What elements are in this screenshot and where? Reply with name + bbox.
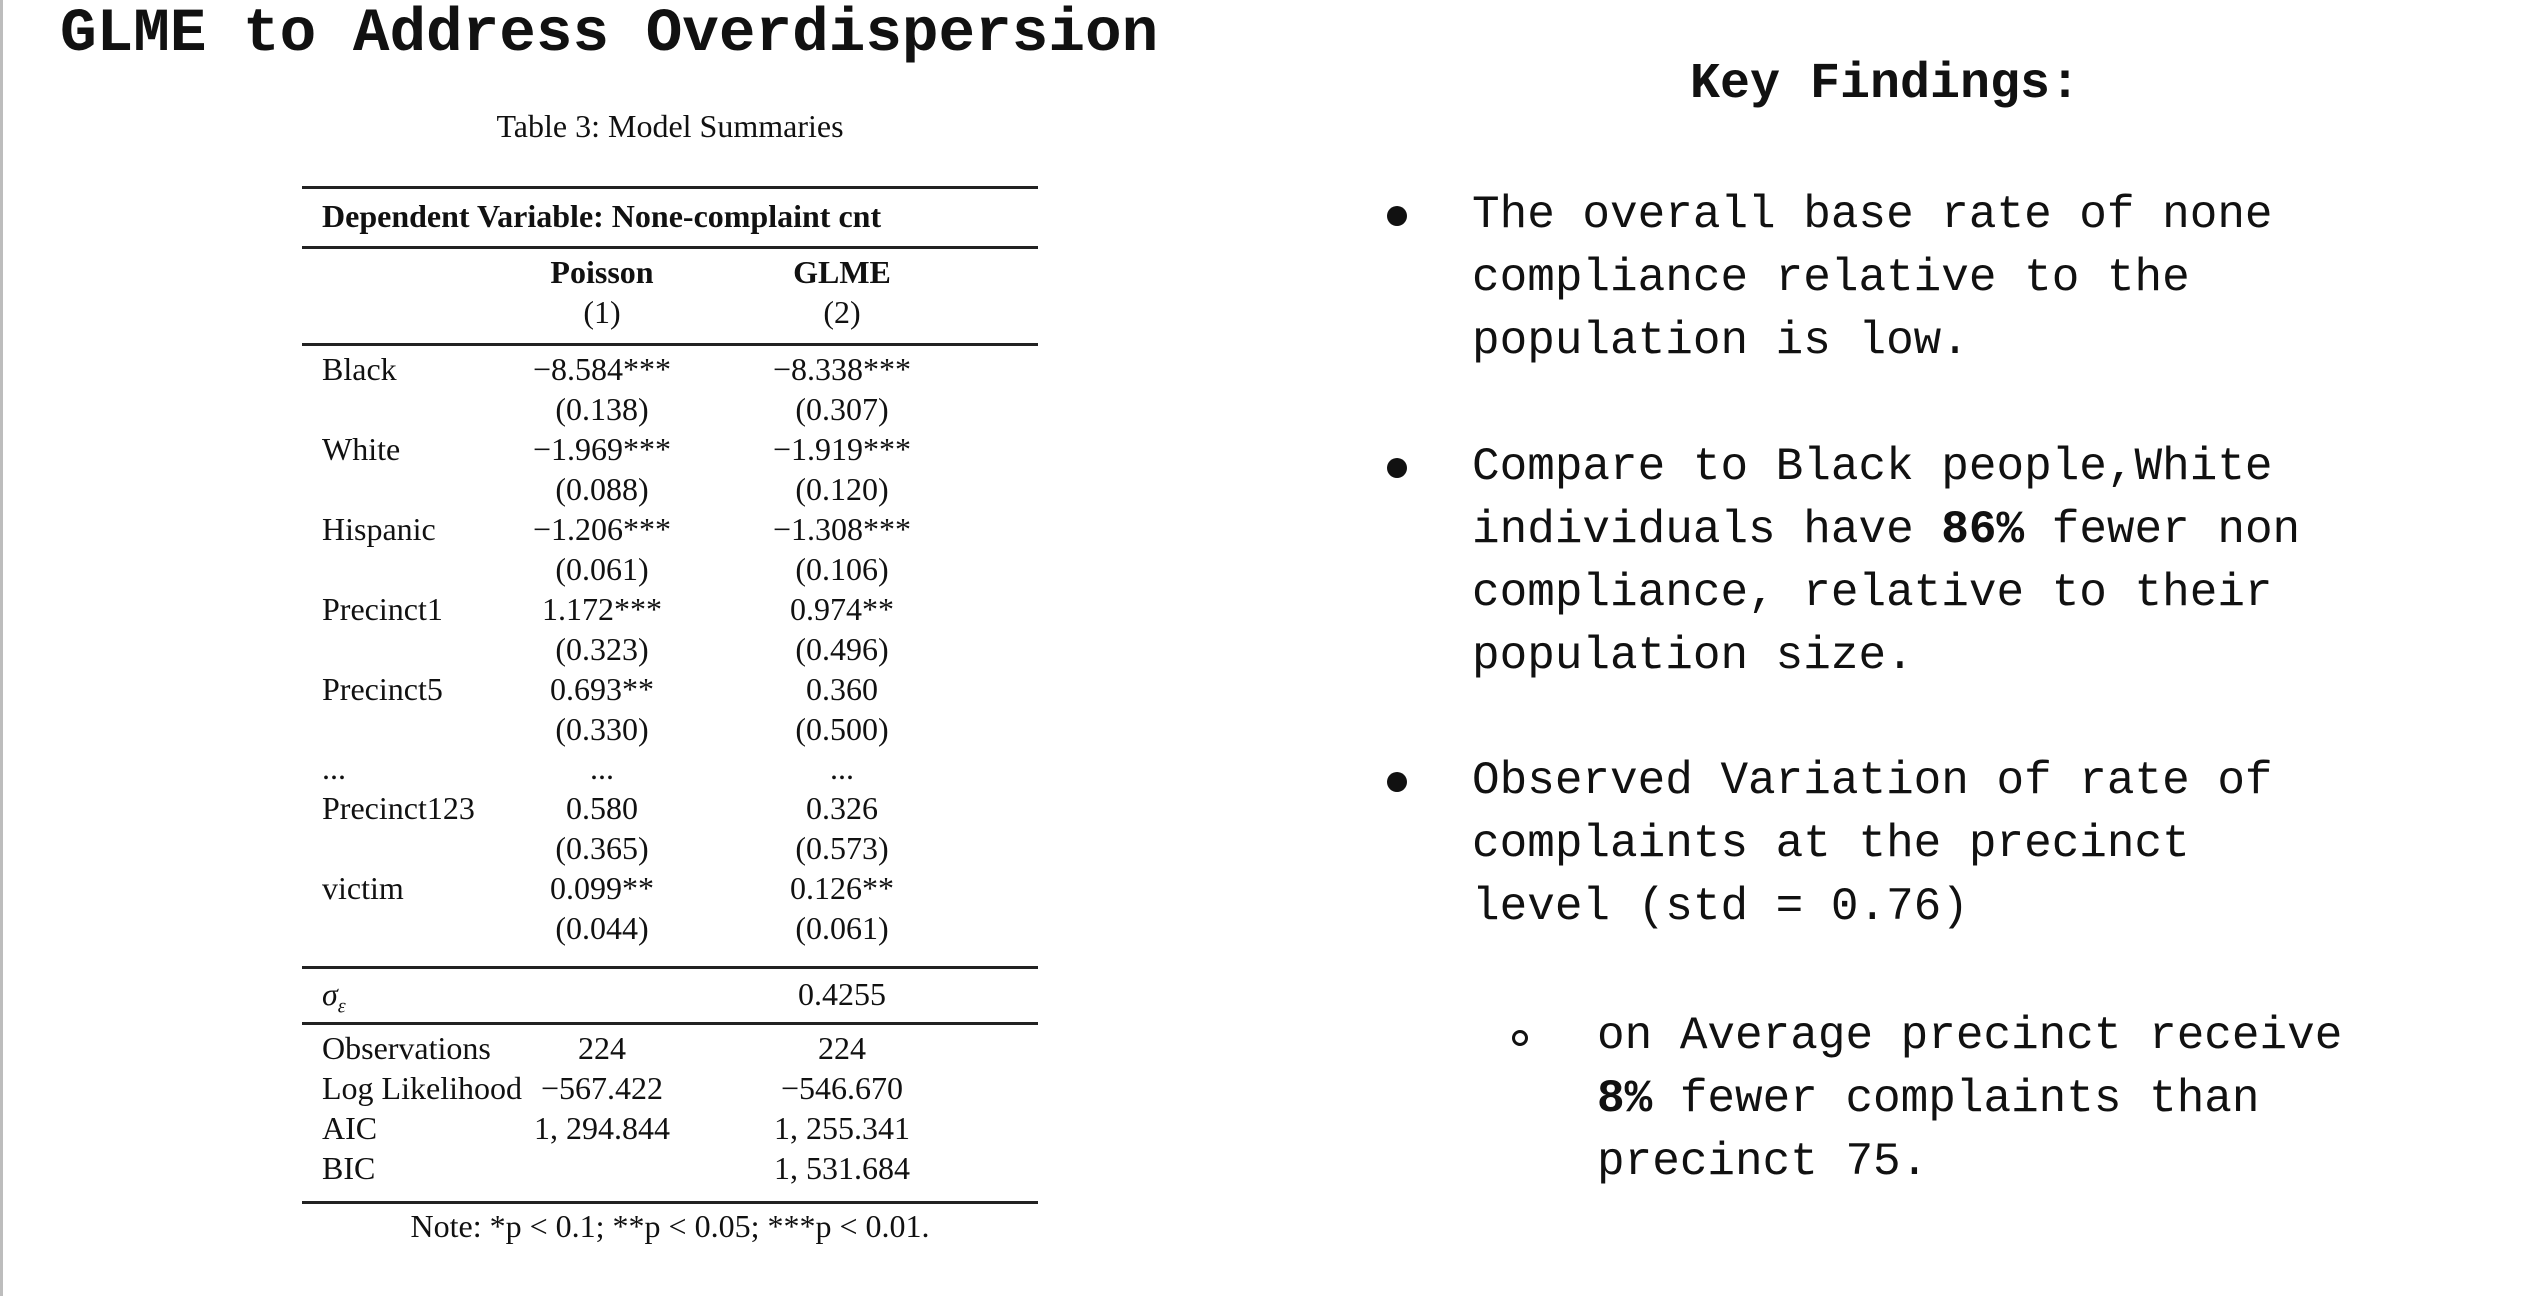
finding-white-vs-black: Compare to Black people,White individuals have 86% fewer non compliance, relative to their population size.	[1472, 441, 2301, 682]
table-bottom-rule	[302, 1201, 1038, 1204]
row-label: Precinct1	[322, 591, 443, 627]
stat-label: Log Likelihood	[322, 1070, 522, 1106]
dependent-variable-header: Dependent Variable: None-complaint cnt	[322, 198, 882, 234]
table-header-rule	[302, 246, 1038, 249]
stat-label: AIC	[322, 1110, 378, 1146]
bullet-dot-icon	[1387, 772, 1407, 792]
row-label: Precinct5	[322, 671, 443, 707]
row-label: Black	[322, 351, 397, 387]
bullet-dot-icon	[1387, 206, 1407, 226]
stat-label: Observations	[322, 1030, 491, 1066]
table-caption: Table 3: Model Summaries	[496, 108, 844, 144]
finding-precinct-variation: Observed Variation of rate of complaints at the precinct level (std = 0.76)	[1472, 755, 2273, 933]
sigma-label: $\sigma_\varepsilon$	[322, 976, 346, 1018]
row-label: Hispanic	[322, 511, 436, 547]
table-top-rule	[302, 186, 1038, 189]
bullet-dot-icon	[1387, 458, 1407, 478]
row-label: Precinct123	[322, 790, 475, 826]
finding-average-precinct: on Average precinct receive 8% fewer complaints than precinct 75.	[1597, 1010, 2343, 1188]
sigma-top-rule	[302, 966, 1038, 969]
row-label: White	[322, 431, 401, 467]
ellipsis-label: ...	[322, 750, 346, 786]
stats-top-rule	[302, 1022, 1038, 1025]
key-findings-title: Key Findings:	[1690, 56, 2081, 113]
finding-base-rate: The overall base rate of none compliance relative to the population is low.	[1472, 189, 2273, 367]
slide-title: GLME to Address Overdispersion	[60, 0, 1159, 69]
slide-left-border	[0, 0, 3, 1296]
significance-note: Note: *p < 0.1; **p < 0.05; ***p < 0.01.	[410, 1208, 930, 1244]
sub-bullet-circle-icon	[1512, 1030, 1528, 1046]
stat-label: BIC	[322, 1150, 376, 1186]
row-label: victim	[322, 870, 404, 906]
table-columns-rule	[302, 343, 1038, 346]
